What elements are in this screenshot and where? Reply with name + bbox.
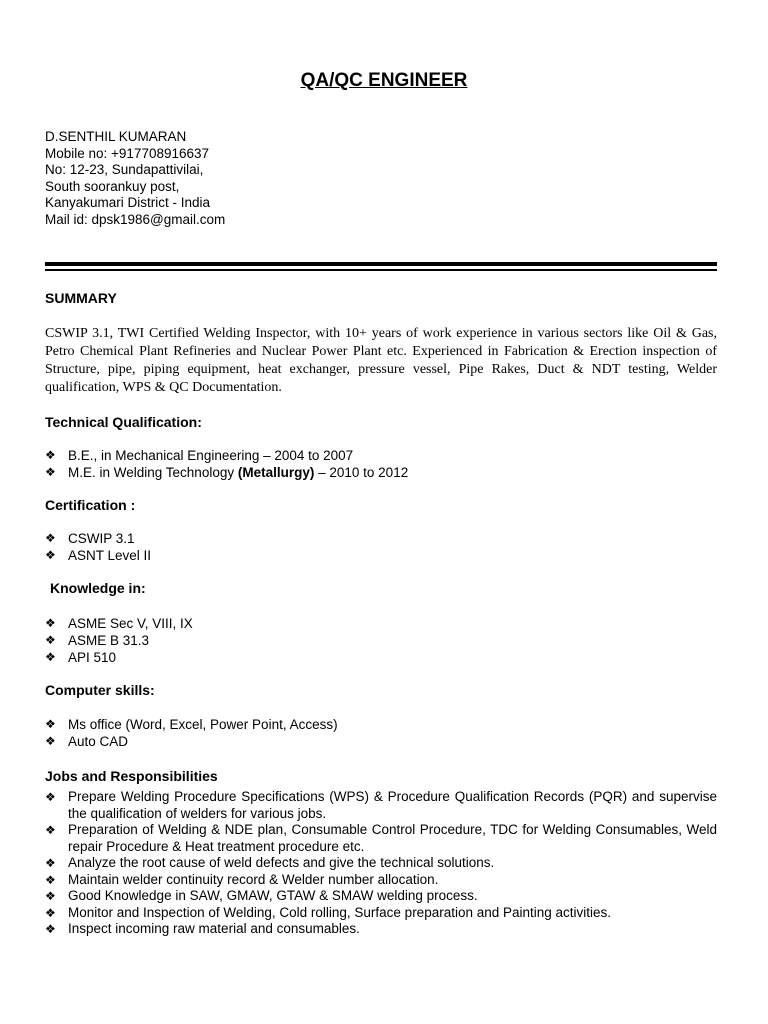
knowledge-list	[45, 615, 717, 666]
list-item-text: M.E. in Welding Technology	[68, 465, 238, 480]
page-title: QA/QC ENGINEER	[300, 70, 468, 91]
list-item	[45, 855, 717, 872]
technical-qualification-heading: Technical Qualification:	[45, 414, 202, 430]
bullet-icon: ❖	[45, 823, 56, 837]
bullet-icon: ❖	[45, 633, 56, 647]
knowledge-heading: Knowledge in:	[50, 580, 146, 596]
list-item	[45, 822, 717, 855]
list-item-text: – 2010 to 2012	[314, 465, 409, 480]
list-item-text: Good Knowledge in SAW, GMAW, GTAW & SMAW welding process.	[68, 888, 478, 903]
contact-name: D.SENTHIL KUMARAN	[45, 129, 187, 144]
list-item	[45, 716, 717, 733]
contact-address-line-3: Kanyakumari District - India	[45, 195, 211, 210]
list-item	[45, 872, 717, 889]
contact-address-line-2: South soorankuy post,	[45, 178, 180, 194]
bullet-icon: ❖	[45, 531, 56, 545]
bullet-icon: ❖	[45, 905, 56, 920]
list-item-text: Auto CAD	[68, 734, 129, 749]
jobs-list	[45, 789, 717, 938]
bullet-icon: ❖	[45, 448, 56, 462]
list-item-text: CSWIP 3.1	[68, 531, 135, 546]
list-item	[45, 632, 717, 649]
list-item-text: API 510	[68, 650, 117, 665]
list-item-text: Monitor and Inspection of Welding, Cold rolling, Surface preparation and Painting activities.	[68, 904, 612, 920]
list-item	[45, 547, 717, 564]
list-item	[45, 615, 717, 632]
list-item	[45, 464, 717, 481]
list-item-text: ASNT Level II	[68, 548, 152, 563]
list-item-text: ASME Sec V, VIII, IX	[68, 616, 193, 631]
list-item-bold-text: (Metallurgy)	[237, 465, 315, 480]
bullet-icon: ❖	[45, 856, 56, 870]
contact-mail: Mail id: dpsk1986@gmail.com	[45, 211, 226, 227]
summary-heading: SUMMARY	[45, 290, 117, 306]
list-item	[45, 905, 717, 922]
bullet-icon: ❖	[45, 872, 56, 887]
list-item-text: ASME B 31.3	[68, 633, 150, 648]
computer-skills-heading: Computer skills:	[45, 682, 155, 698]
bullet-icon: ❖	[45, 734, 56, 748]
list-item-text: Analyze the root cause of weld defects and give the technical solutions.	[68, 855, 495, 870]
list-item-text: Inspect incoming raw material and consumables.	[68, 921, 360, 936]
list-item	[45, 888, 717, 905]
computer-skills-list	[45, 716, 717, 750]
list-item	[45, 530, 717, 547]
bullet-icon: ❖	[45, 650, 56, 664]
summary-text: CSWIP 3.1, TWI Certified Welding Inspector, with 10+ years of work experience in various sectors like Oil & Gas, Petro Chemical Plant Refineries and Nuclear Power Plant etc. Experienced in Fabrication & Erection inspection of Structure, pipe, piping equipment, heat exchanger, pressure vessel, Pipe Rakes, Duct & NDT testing, Welder qualification, WPS & QC Documentation.	[45, 326, 717, 395]
contact-address-line-1: No: 12-23, Sundapattivilai,	[45, 162, 204, 177]
list-item-text: Prepare Welding Procedure Specifications (WPS) & Procedure Qualification Records (PQR) and supervise the qualification of welders for various jobs.	[68, 789, 717, 821]
list-item	[45, 921, 717, 938]
bullet-icon: ❖	[45, 717, 56, 731]
list-item	[45, 733, 717, 750]
contact-mobile: Mobile no: +917708916637	[45, 145, 210, 161]
contact-block	[45, 129, 225, 228]
list-item	[45, 789, 717, 822]
list-item-text: B.E., in Mechanical Engineering – 2004 to 2007	[68, 448, 354, 463]
divider-thick	[45, 262, 717, 266]
jobs-heading: Jobs and Responsibilities	[45, 768, 218, 784]
list-item	[45, 649, 717, 666]
bullet-icon: ❖	[45, 465, 56, 479]
certification-heading: Certification :	[45, 497, 136, 513]
list-item-text: Ms office (Word, Excel, Power Point, Access)	[68, 717, 338, 732]
list-item-text: Preparation of Welding & NDE plan, Consumable Control Procedure, TDC for Welding Consumables, Weld repair Procedure & Heat treatment procedure etc.	[68, 822, 717, 854]
divider-thin	[45, 269, 717, 271]
bullet-icon: ❖	[45, 548, 56, 562]
bullet-icon: ❖	[45, 616, 56, 630]
list-item	[45, 447, 717, 464]
certification-list	[45, 530, 717, 564]
list-item-text: Maintain welder continuity record & Welder number allocation.	[68, 871, 439, 887]
bullet-icon: ❖	[45, 922, 56, 936]
bullet-icon: ❖	[45, 790, 56, 804]
technical-qualification-list	[45, 447, 717, 481]
bullet-icon: ❖	[45, 889, 56, 903]
